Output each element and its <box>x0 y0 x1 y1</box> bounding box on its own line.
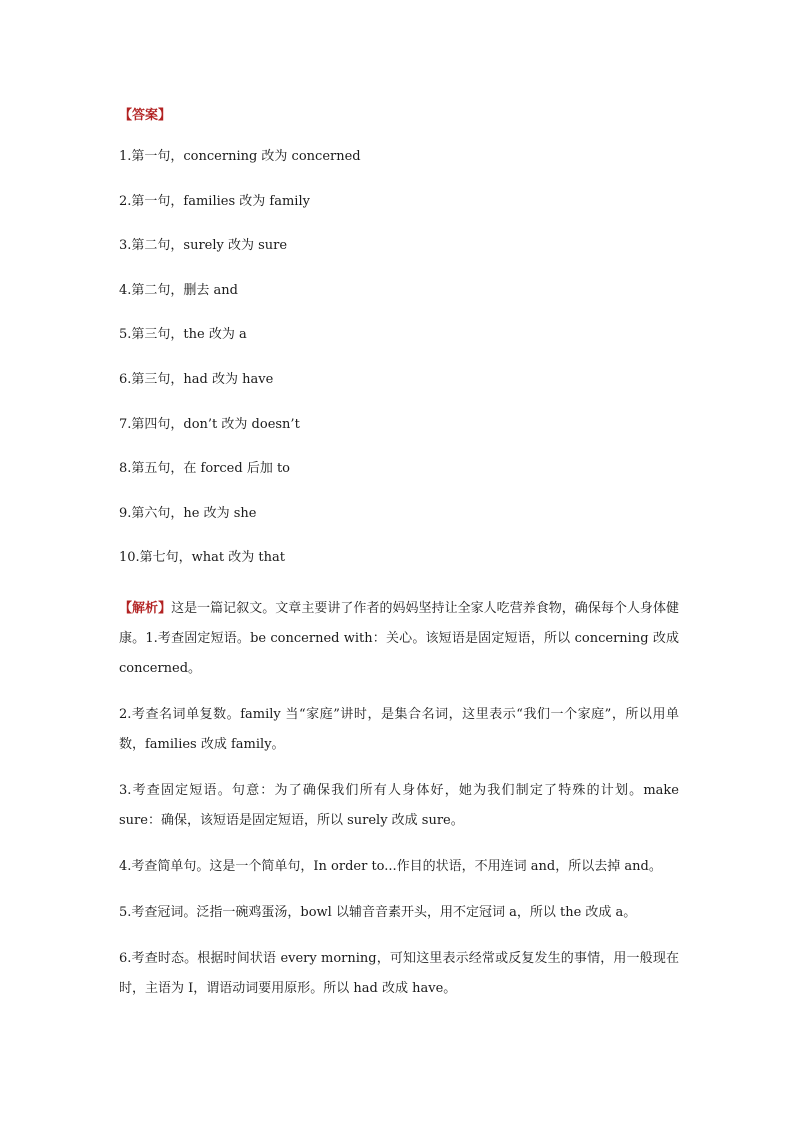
answer-item-5: 5.第三句，the 改为 a <box>119 327 247 343</box>
answer-item-10: 10.第七句，what 改为 that <box>119 550 285 566</box>
answer-item-4: 4.第二句，删去 and <box>119 282 238 298</box>
analysis-paragraph-1 <box>119 594 679 684</box>
analysis-label: 【解析】 <box>119 601 172 616</box>
analysis-section <box>119 594 679 1020</box>
analysis-paragraph-4: 4.考查简单句。这是一个简单句，In order to...作目的状语，不用连词 and，所以去掉 and。 <box>119 859 662 874</box>
analysis-paragraph-5: 5.考查冠词。泛指一碗鸡蛋汤，bowl 以辅音音素开头，用不定冠词 a，所以 the 改成 a。 <box>119 905 637 920</box>
analysis-text: 这是一篇记叙文。文章主要讲了作者的妈妈坚持让全家人吃营养食物，确保每个人身体健康。1.考查固定短语。be concerned with：关心。该短语是固定短语，所以 concerning 改成 concerned。 <box>119 601 679 676</box>
answer-item-9: 9.第六句，he 改为 she <box>119 505 257 521</box>
answer-list <box>119 148 361 594</box>
answer-item-3: 3.第二句，surely 改为 sure <box>119 238 288 254</box>
answer-item-6: 6.第三句，had 改为 have <box>119 371 274 387</box>
answer-heading: 【答案】 <box>119 108 172 123</box>
analysis-paragraph-2: 2.考查名词单复数。family 当“家庭”讲时，是集合名词，这里表示“我们一个家庭”，所以用单数，families 改成 family。 <box>119 707 679 752</box>
answer-item-1: 1.第一句，concerning 改为 concerned <box>119 149 361 164</box>
answer-item-7: 7.第四句，don’t 改为 doesn’t <box>119 416 300 432</box>
answer-item-2: 2.第一句，families 改为 family <box>119 193 310 209</box>
analysis-paragraph-3: 3.考查固定短语。句意：为了确保我们所有人身体好，她为我们制定了特殊的计划。make sure：确保，该短语是固定短语，所以 surely 改成 sure。 <box>119 783 679 828</box>
answer-item-8: 8.第五句，在 forced 后加 to <box>119 461 290 477</box>
analysis-paragraph-6: 6.考查时态。根据时间状语 every morning，可知这里表示经常或反复发生的事情，用一般现在时，主语为 I，谓语动词要用原形。所以 had 改成 have。 <box>119 951 679 996</box>
